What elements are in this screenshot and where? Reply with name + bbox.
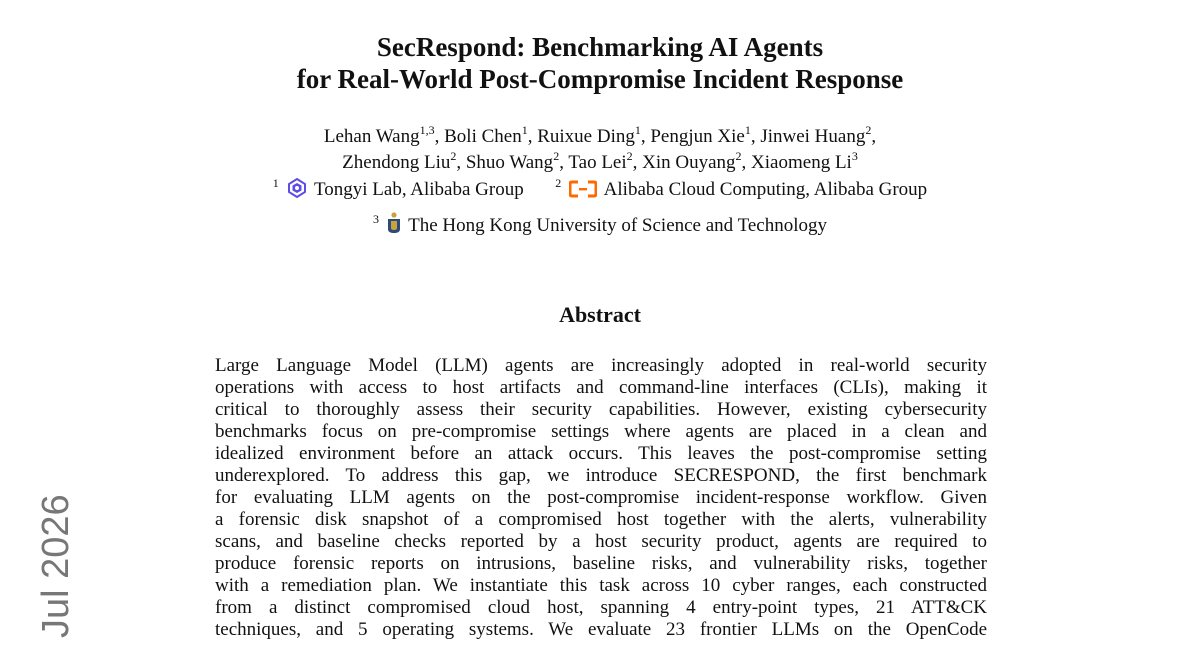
author-affil-sup: 1: [521, 123, 528, 137]
author-name: Zhendong Liu: [342, 152, 451, 173]
abstract-line: underexplored. To address this gap, we introduce SECRESPOND, the first benchmark: [215, 465, 987, 486]
arxiv-side-stamp: [34, 494, 78, 648]
author-affil-sup: 2: [735, 149, 742, 163]
abstract-line: produce forensic reports on intrusions, baseline risks, and vulnerability risks, together: [215, 553, 987, 574]
paper-title: [0, 31, 1200, 95]
hkust-logo-icon: [387, 212, 401, 242]
author-name: Xiaomeng Li: [751, 152, 852, 173]
affiliation-text: Tongyi Lab, Alibaba Group: [313, 179, 524, 200]
author-affil-sup: 1: [634, 123, 641, 137]
affiliation-number: 3: [372, 212, 379, 226]
author-affil-sup: 2: [626, 149, 633, 163]
title-line-2: for Real-World Post-Compromise Incident Response: [296, 64, 904, 94]
author-name: Jinwei Huang: [760, 126, 866, 147]
abstract-line: from a distinct compromised cloud host, spanning 4 entry-point types, 21 ATT&CK: [215, 597, 987, 618]
author-name: Tao Lei: [568, 152, 627, 173]
affiliation-text: Alibaba Cloud Computing, Alibaba Group: [603, 179, 928, 200]
abstract-line: Large Language Model (LLM) agents are increasingly adopted in real-world security: [215, 355, 987, 376]
abstract-body: [215, 355, 987, 641]
abstract-line: critical to thoroughly assess their security capabilities. However, existing cybersecurity: [215, 399, 987, 420]
author-name: Xin Ouyang: [642, 152, 736, 173]
abstract-line: scans, and baseline checks reported by a host security product, agents are required to: [215, 531, 987, 552]
author-affil-sup: 1,3: [419, 123, 435, 137]
abstract-line: for evaluating LLM agents on the post-compromise incident-response workflow. Given: [215, 487, 987, 508]
side-stamp-text: Jul 2026: [35, 494, 77, 638]
abstract-line: idealized environment before an attack occurs. This leaves the post-compromise setting: [215, 443, 987, 464]
author-affil-sup: 2: [450, 149, 457, 163]
abstract-line: benchmarks focus on pre-compromise settings where agents are placed in a clean and: [215, 421, 987, 442]
tongyi-logo-icon: [287, 178, 307, 206]
affiliation-text: The Hong Kong University of Science and Technology: [408, 215, 828, 236]
affiliation-number: 1: [272, 176, 279, 190]
author-name: Pengjun Xie: [650, 126, 745, 147]
abstract-line: with a remediation plan. We instantiate this task across 10 cyber ranges, each constructed: [215, 575, 987, 596]
author-affil-sup: 2: [865, 123, 872, 137]
abstract-line: techniques, and 5 operating systems. We evaluate 23 frontier LLMs on the OpenCode: [215, 619, 987, 640]
author-affil-sup: 3: [851, 149, 858, 163]
abstract-line: a forensic disk snapshot of a compromised host together with the alerts, vulnerability: [215, 509, 987, 530]
affiliation-number: 2: [555, 176, 562, 190]
affiliation-line-1: [0, 177, 1200, 206]
author-name: Lehan Wang: [323, 126, 420, 147]
author-name: Boli Chen: [444, 126, 522, 147]
author-name: Ruixue Ding: [537, 126, 635, 147]
abstract-line: operations with access to host artifacts and command-line interfaces (CLIs), making it: [215, 377, 987, 398]
author-line-2: Zhendong Liu$^2$, Shuo Wang$^2$, Tao Lei$^2$, Xin Ouyang$^2$, Xiaomeng Li$^3$: [342, 149, 858, 173]
alibaba-cloud-logo-icon: [569, 180, 597, 206]
author-list: [0, 124, 1200, 176]
title-line-1: SecRespond: Benchmarking AI Agents: [376, 32, 824, 62]
author-affil-sup: 2: [553, 149, 560, 163]
abstract-heading: Abstract: [559, 302, 641, 327]
author-line-1: Lehan Wang$^{1,3}$, Boli Chen$^1$, Ruixue Ding$^1$, Pengjun Xie$^1$, Jinwei Huang$^2$,: [323, 123, 877, 147]
author-name: Shuo Wang: [465, 152, 554, 173]
affiliation-line-2: [0, 212, 1200, 242]
author-affil-sup: 1: [744, 123, 751, 137]
